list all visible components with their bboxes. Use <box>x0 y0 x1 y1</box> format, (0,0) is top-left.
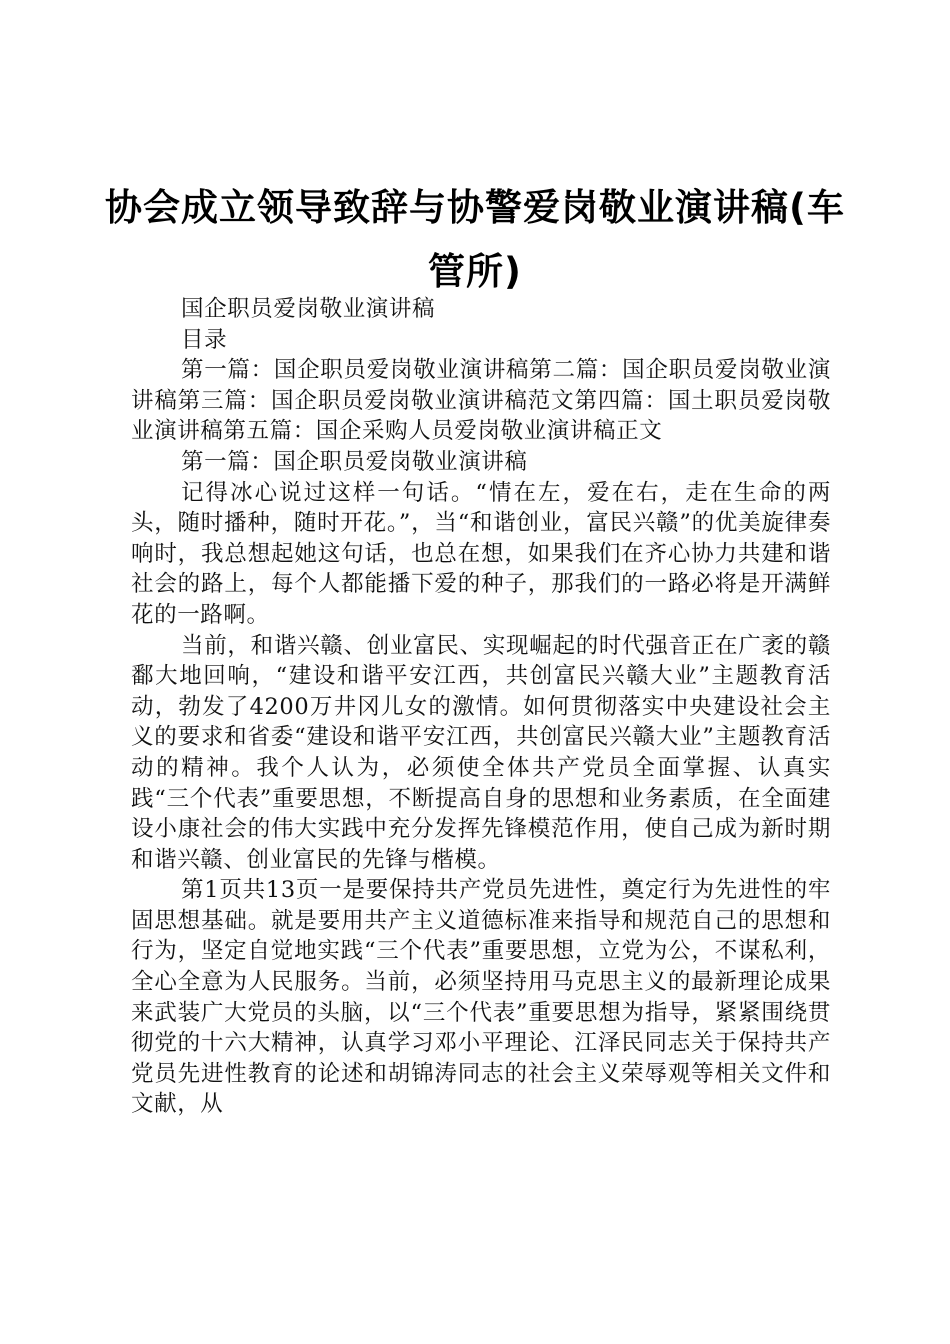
document-body <box>131 294 831 1120</box>
document-title-line-1: 协会成立领导致辞与协警爱岗敬业演讲稿(车 <box>105 186 845 229</box>
document-title-line-2: 管所) <box>428 250 522 293</box>
toc-heading: 目录 <box>181 326 228 353</box>
body-paragraph: 当前，和谐兴赣、创业富民、实现崛起的时代强音正在广袤的赣鄱大地回响，“建设和谐平安江西，共创富民兴赣大业”主题教育活动，勃发了4200万井冈儿女的激情。如何贯彻落实中央建设社会主义的要求和省委“建设和谐平安江西，共创富民兴赣大业”主题教育活动的精神。我个人认为，必须使全体共产党员全面掌握、认真实践“三个代表”重要思想，不断提高自身的思想和业务素质，在全面建设小康社会的伟大实践中充分发挥先锋模范作用，使自己成为新时期和谐兴赣、创业富民的先锋与楷模。 <box>131 632 831 873</box>
subtitle-paragraph: 国企职员爱岗敬业演讲稿 <box>181 296 436 322</box>
section-heading: 第一篇：国企职员爱岗敬业演讲稿 <box>181 448 528 475</box>
body-paragraph: 第1页共13页一是要保持共产党员先进性，奠定行为先进性的牢固思想基础。就是要用共产主义道德标准来指导和规范自己的思想和行为，坚定自觉地实践“三个代表”重要思想，立党为公，不谋私利，全心全意为人民服务。当前，必须坚持用马克思主义的最新理论成果来武装广大党员的头脑，以“三个代表”重要思想为指导，紧紧围绕贯彻党的十六大精神，认真学习邓小平理论、江泽民同志关于保持共产党员先进性教育的论述和胡锦涛同志的社会主义荣辱观等相关文件和文献，从 <box>131 877 831 1118</box>
body-paragraph: 记得冰心说过这样一句话。“情在左，爱在右，走在生命的两头，随时播种，随时开花。”，当“和谐创业，富民兴赣”的优美旋律奏响时，我总想起她这句话，也总在想，如果我们在齐心协力共建和谐社会的路上，每个人都能播下爱的种子，那我们的一路必将是开满鲜花的一路啊。 <box>131 479 831 628</box>
toc-paragraph: 第一篇：国企职员爱岗敬业演讲稿第二篇：国企职员爱岗敬业演讲稿第三篇：国企职员爱岗敬业演讲稿范文第四篇：国土职员爱岗敬业演讲稿第五篇：国企采购人员爱岗敬业演讲稿正文 <box>131 357 831 445</box>
